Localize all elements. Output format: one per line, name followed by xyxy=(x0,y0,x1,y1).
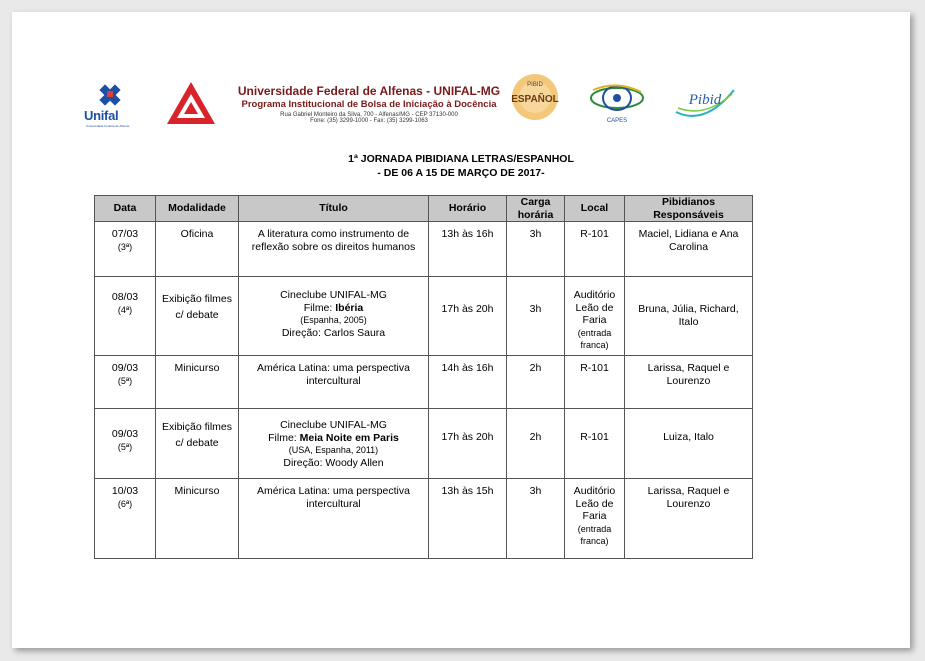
date-value: 07/03 xyxy=(111,228,139,240)
cell-title: América Latina: uma perspectiva intercultural xyxy=(239,356,429,409)
title-line: Cineclube UNIFAL-MG xyxy=(280,289,387,301)
weekday-value: (4ª) xyxy=(117,304,133,315)
cell-modality: Oficina xyxy=(156,222,239,277)
cell-title xyxy=(239,277,429,356)
film-director: Direção: Carlos Saura xyxy=(281,326,386,339)
film-origin: (Espanha, 2005) xyxy=(300,315,367,325)
cell-date xyxy=(95,222,156,277)
table-row xyxy=(95,356,753,409)
cell-title: América Latina: uma perspectiva intercultural xyxy=(239,479,429,559)
table-row xyxy=(95,409,753,479)
header-people: Pibidianos Responsáveis xyxy=(625,196,753,222)
weekday-value: (6ª) xyxy=(117,498,133,509)
date-value: 10/03 xyxy=(111,485,139,497)
document-title: 1ª JORNADA PIBIDIANA LETRAS/ESPANHOL xyxy=(348,153,574,165)
cell-modality: Minicurso xyxy=(156,356,239,409)
cell-date xyxy=(95,409,156,479)
cell-date xyxy=(95,277,156,356)
cell-title xyxy=(239,409,429,479)
table-row xyxy=(95,222,753,277)
cell-local: R-101 xyxy=(565,356,625,409)
header-date: Data xyxy=(95,196,156,222)
cell-date xyxy=(95,479,156,559)
cell-local xyxy=(565,479,625,559)
cell-local: R-101 xyxy=(565,409,625,479)
triangle-logo-icon xyxy=(165,80,217,126)
cell-people: Larissa, Raquel e Lourenzo xyxy=(625,356,753,409)
header-time: Horário xyxy=(429,196,507,222)
cell-time: 13h às 16h xyxy=(429,222,507,277)
document-subtitle: - DE 06 A 15 DE MARÇO DE 2017- xyxy=(377,167,545,179)
pibid-espanol-text: ESPAÑOL xyxy=(511,94,559,105)
cell-local xyxy=(565,277,625,356)
header-local: Local xyxy=(565,196,625,222)
cell-people: Luiza, Italo xyxy=(625,409,753,479)
date-value: 09/03 xyxy=(111,362,139,374)
film-label: Filme: xyxy=(268,431,300,444)
pibid-text: Pibid xyxy=(688,92,722,108)
cell-time: 14h às 16h xyxy=(429,356,507,409)
table-row xyxy=(95,277,753,356)
title-line: Cineclube UNIFAL-MG xyxy=(280,419,387,431)
document-page xyxy=(12,12,910,648)
film-director: Direção: Woody Allen xyxy=(283,456,384,469)
cell-time: 13h às 15h xyxy=(429,479,507,559)
university-name: Universidade Federal de Alfenas - UNIFAL-MG xyxy=(237,84,501,98)
cell-people: Bruna, Júlia, Richard, Italo xyxy=(625,277,753,356)
cell-load: 3h xyxy=(507,222,565,277)
film-name: Ibéria xyxy=(335,301,364,314)
table-row xyxy=(95,479,753,559)
table-header-row xyxy=(95,196,753,222)
capes-logo xyxy=(587,78,647,126)
local-note: (entrada franca) xyxy=(577,327,612,350)
cell-time: 17h às 20h xyxy=(429,277,507,356)
weekday-value: (5ª) xyxy=(117,441,133,452)
pibid-icon xyxy=(672,82,738,122)
cell-date xyxy=(95,356,156,409)
cell-load: 2h xyxy=(507,356,565,409)
pibid-logo xyxy=(672,82,738,122)
film-label: Filme: xyxy=(303,301,336,314)
address-line: Rua Gabriel Monteiro da Silva, 700 - Alfenas/MG - CEP 37130-000 xyxy=(280,112,458,118)
cell-local: R-101 xyxy=(565,222,625,277)
local-value: Auditório Leão de Faria xyxy=(573,485,616,522)
pibid-espanol-logo xyxy=(506,72,564,122)
local-note: (entrada franca) xyxy=(577,523,612,546)
program-name: Programa Institucional de Bolsa de Iniciação à Docência xyxy=(241,99,497,110)
cell-load: 3h xyxy=(507,479,565,559)
capes-text: CAPES xyxy=(606,118,628,124)
cell-people: Larissa, Raquel e Lourenzo xyxy=(625,479,753,559)
header-load: Carga horária xyxy=(507,196,565,222)
header-modality: Modalidade xyxy=(156,196,239,222)
film-origin: (USA, Espanha, 2011) xyxy=(288,445,379,455)
pibid-espanol-top-text: PIBID xyxy=(527,82,543,88)
unifal-logo-subtitle: Universidade Federal de Alfenas xyxy=(86,124,130,128)
phone-line: Fone: (35) 3299-1000 - Fax: (35) 3299-1063 xyxy=(310,118,428,124)
film-line xyxy=(242,432,425,445)
cell-load: 3h xyxy=(507,277,565,356)
header-title: Título xyxy=(239,196,429,222)
film-line xyxy=(242,302,425,315)
cell-modality: Exibição filmes c/ debate xyxy=(156,277,239,356)
triangle-logo xyxy=(165,80,217,126)
weekday-value: (5ª) xyxy=(117,375,133,386)
cell-time: 17h às 20h xyxy=(429,409,507,479)
institution-header xyxy=(224,84,514,124)
unifal-logo-text: Unifal xyxy=(84,108,119,123)
schedule-table xyxy=(94,195,753,559)
weekday-value: (3ª) xyxy=(117,241,133,252)
date-value: 09/03 xyxy=(111,428,139,440)
unifal-logo xyxy=(84,82,136,130)
cell-people: Maciel, Lidiana e Ana Carolina xyxy=(625,222,753,277)
unifal-star-icon xyxy=(84,82,136,110)
local-value: Auditório Leão de Faria xyxy=(573,289,616,326)
date-value: 08/03 xyxy=(111,291,139,303)
cell-title: A literatura como instrumento de reflexão sobre os direitos humanos xyxy=(239,222,429,277)
cell-modality: Minicurso xyxy=(156,479,239,559)
cell-modality: Exibição filmes c/ debate xyxy=(156,409,239,479)
pibid-espanol-icon xyxy=(506,72,564,122)
capes-icon xyxy=(587,78,647,126)
cell-load: 2h xyxy=(507,409,565,479)
film-name: Meia Noite em Paris xyxy=(299,431,399,444)
